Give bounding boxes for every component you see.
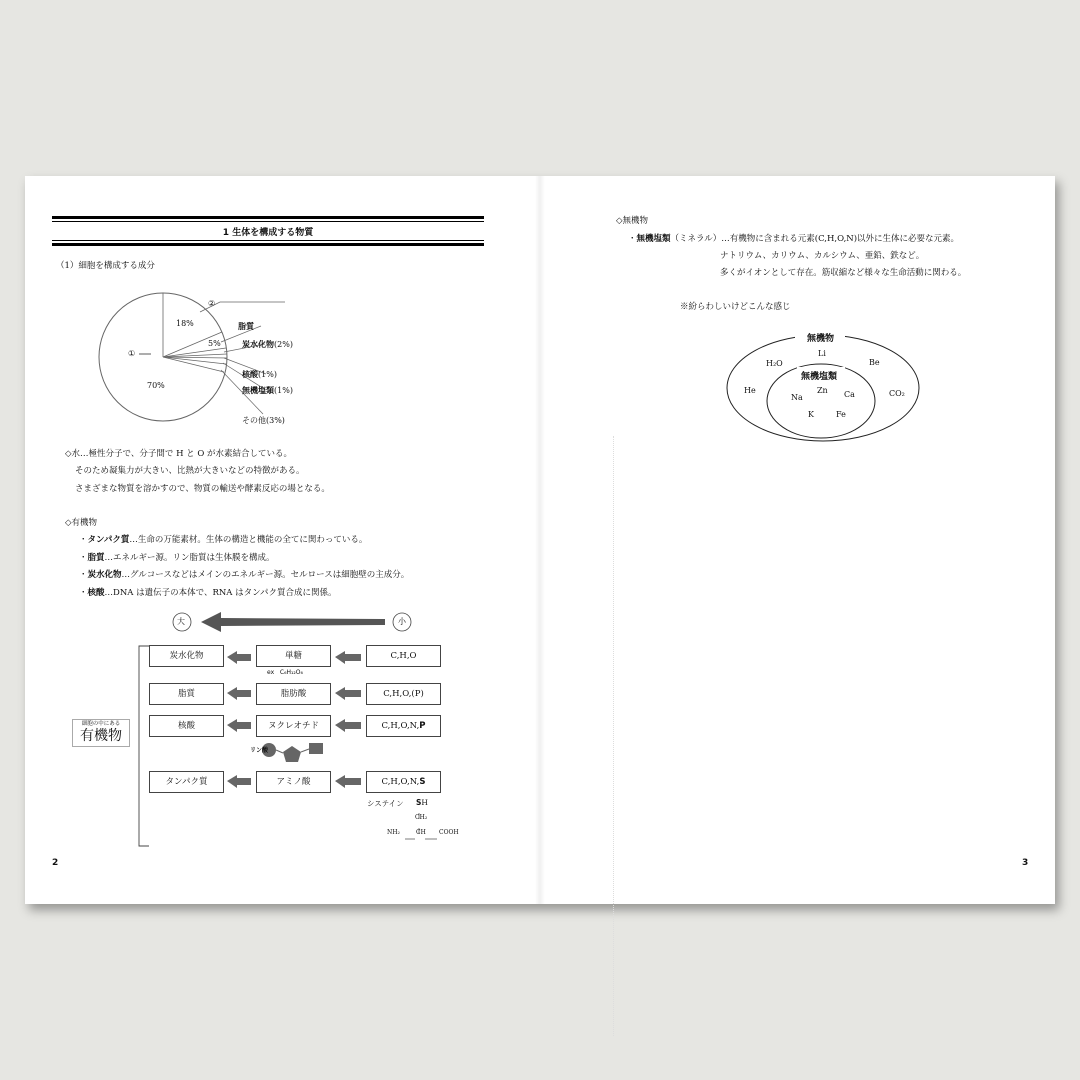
mid-molecule-box: 単糖	[256, 645, 331, 667]
organic-heading: ◇有機物	[65, 518, 98, 528]
legend-inorganic: 無機塩類(1%)	[242, 386, 293, 395]
water-line-2: そのため凝集力が大きい、比熱が大きいなどの特徴がある。	[75, 466, 305, 476]
pie-label-2: ②	[208, 299, 216, 308]
water-line-3: さまざまな物質を溶かすので、物質の輸送や酵素反応の場となる。	[75, 484, 330, 494]
pie-pct-18: 18%	[176, 319, 194, 328]
venn-outer-label: 無機物	[807, 334, 835, 344]
flow-arrow	[227, 687, 251, 700]
element-box: C,H,O,N,S	[366, 771, 441, 793]
inorganic-line-3: 多くがイオンとして存在。筋収縮など様々な生命活動に関わる。	[720, 268, 967, 278]
organic-item-lipid: ・脂質…エネルギー源。リン脂質は生体膜を構成。	[79, 553, 275, 563]
inorganic-heading: ◇無機物	[616, 216, 649, 226]
element-box: C,H,O	[366, 645, 441, 667]
pie-divider	[163, 357, 224, 372]
venn-item-be: Be	[869, 358, 880, 367]
large-molecule-box: 脂質	[149, 683, 224, 705]
venn-item-zn: Zn	[817, 386, 828, 395]
water-line-1: ◇水…極性分子で、分子間で H と O が水素結合している。	[65, 449, 293, 459]
legend-nucleic: 核酸(1%)	[242, 370, 277, 379]
phosphate-label: リン酸	[250, 747, 269, 754]
flow-arrow	[335, 775, 361, 788]
large-molecule-box: 核酸	[149, 715, 224, 737]
venn-inner-label: 無機塩類	[801, 372, 838, 382]
organic-item-carb: ・炭水化物…グルコースなどはメインのエネルギー源。セルロースは細胞壁の主成分。	[79, 570, 410, 580]
large-molecule-box: タンパク質	[149, 771, 224, 793]
legend-carb: 炭水化物(2%)	[242, 340, 293, 349]
venn-item-na: Na	[791, 393, 803, 402]
large-molecule-box: 炭水化物	[149, 645, 224, 667]
pie-pct-5: 5%	[208, 339, 221, 348]
venn-item-co2: CO₂	[889, 389, 905, 398]
organic-item-nucleic: ・核酸…DNA は遺伝子の本体で、RNA はタンパク質合成に関係。	[79, 588, 337, 598]
small-label: 小	[398, 617, 406, 626]
page-number-right: 3	[1022, 858, 1029, 868]
section-heading: （1）細胞を構成する成分	[56, 261, 155, 271]
flow-arrow	[335, 687, 361, 700]
venn-item-he: He	[744, 386, 756, 395]
page-title: 1 生体を構成する物質	[222, 228, 314, 238]
flow-arrow	[335, 651, 361, 664]
cysteine-sh: SH	[416, 798, 428, 807]
cysteine-label: システイン	[367, 799, 404, 808]
mid-molecule-box: 脂肪酸	[256, 683, 331, 705]
cysteine-ch: CH	[416, 829, 426, 836]
bracket	[139, 646, 149, 846]
venn-note: ※紛らわしいけどこんな感じ	[680, 302, 791, 312]
page-number-left: 2	[52, 858, 59, 868]
cysteine-ch2: CH₂	[415, 814, 428, 821]
venn-item-fe: Fe	[836, 410, 846, 419]
bond-line	[276, 750, 283, 753]
legend-lipid: 脂質	[238, 322, 254, 331]
element-box: C,H,O,(P)	[366, 683, 441, 705]
flow-arrow	[335, 719, 361, 732]
left-page	[25, 176, 540, 904]
venn-item-h2o: H₂O	[766, 359, 783, 368]
flow-arrow	[227, 775, 251, 788]
cysteine-nh2: NH₂	[387, 829, 400, 836]
element-box: C,H,O,N,P	[366, 715, 441, 737]
mid-molecule-box: アミノ酸	[256, 771, 331, 793]
example-formula: ex C₆H₁₂O₆	[267, 669, 303, 676]
right-page	[540, 176, 1055, 904]
big-label: 大	[177, 617, 185, 626]
sugar-shape	[283, 746, 301, 762]
pie-pct-70: 70%	[147, 381, 165, 390]
organic-item-protein: ・タンパク質…生命の万能素材。生体の構造と機能の全てに関わっている。	[79, 535, 368, 545]
inorganic-line-2: ナトリウム、カリウム、カルシウム、亜鉛、鉄など。	[720, 251, 925, 261]
base-shape	[309, 743, 323, 754]
inorganic-line-1: ・無機塩類（ミネラル）…有機物に含まれる元素(C,H,O,N)以外に生体に必要な元素。	[628, 234, 960, 244]
legend-other: その他(3%)	[242, 416, 285, 425]
venn-item-k: K	[808, 410, 814, 419]
flow-arrow	[227, 651, 251, 664]
venn-item-ca: Ca	[844, 390, 855, 399]
size-arrow	[201, 612, 385, 632]
organic-side-label: 細胞の中にある 有機物	[72, 719, 130, 747]
bond-line	[301, 749, 309, 752]
venn-item-li: Li	[818, 349, 826, 358]
cysteine-cooh: COOH	[439, 829, 459, 836]
mid-molecule-box: ヌクレオチド	[256, 715, 331, 737]
pie-label-1: ①	[128, 349, 136, 358]
flow-arrow	[227, 719, 251, 732]
book-spread	[25, 176, 1055, 904]
section-title-bar	[52, 216, 484, 246]
